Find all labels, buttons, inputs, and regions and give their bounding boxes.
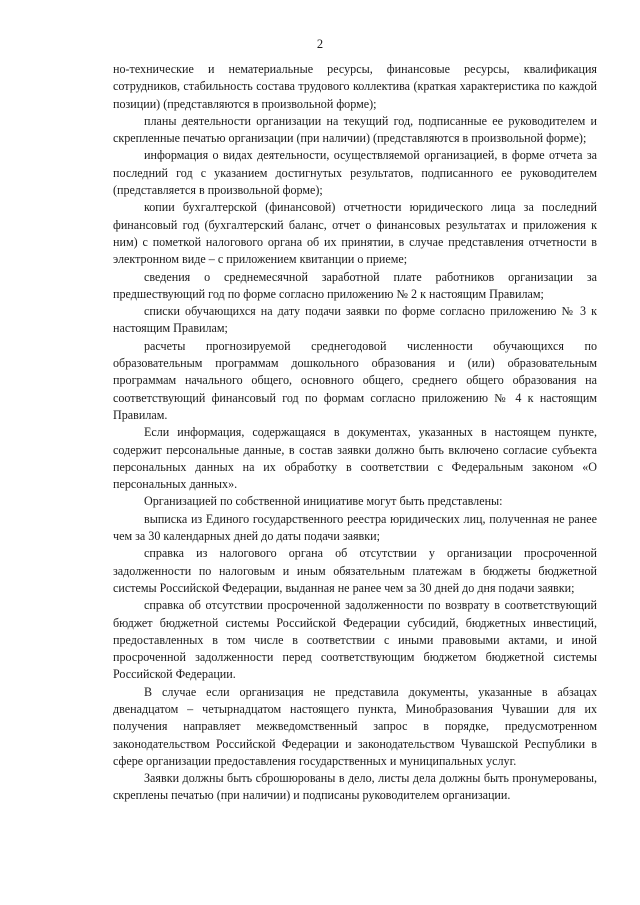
paragraph-enrollment-forecast: расчеты прогнозируемой среднегодовой численности обучающихся по образовательным программам дошкольного образования и (или) образовательным программам начального общего, основного общего, среднего общего образования на соответствующий финансовый год по формам согласно приложению № 4 к настоящим Правилам. bbox=[113, 338, 597, 422]
paragraph-activity-info: информация о видах деятельности, осуществляемой организацией, в форме отчета за последний год с указанием достигнутых результатов, подписанного ее руководителем (представляется в произвольной форме); bbox=[113, 148, 597, 198]
paragraph-personal-data-consent: Если информация, содержащаяся в документах, указанных в настоящем пункте, содержит персональные данные, в состав заявки должно быть включено согласие субъекта персональных данных на их обработку в соответствии с Федеральным законом «О персональных данных». bbox=[113, 425, 597, 492]
paragraph-accounting-reports: копии бухгалтерской (финансовой) отчетности юридического лица за последний финансовый год (бухгалтерский баланс, отчет о финансовых результатах и приложения к ним) с пометкой налогового органа об их принятии, в случае представления отчетности в электронном виде – с приложением квитанции о приеме; bbox=[113, 200, 597, 267]
page-number: 2 bbox=[316, 37, 324, 51]
paragraph-tax-certificate: справка из налогового органа об отсутствии у организации просроченной задолженности по налоговым и иным обязательным платежам в бюджеты бюджетной системы Российской Федерации, выданная не ранее чем за 30 дней до дня подачи заявки; bbox=[113, 546, 597, 595]
paragraph-egrul-extract: выписка из Единого государственного реестра юридических лиц, полученная не ранее чем за 30 календарных дней до даты подачи заявки; bbox=[113, 511, 597, 544]
document-body bbox=[113, 61, 597, 805]
paragraph-binding-requirements: Заявки должны быть сброшюрованы в дело, листы дела должны быть пронумерованы, скреплены печатью (при наличии) и подписаны руководителем организации. bbox=[113, 771, 597, 803]
paragraph-salary-info: сведения о среднемесячной заработной плате работников организации за предшествующий год по форме согласно приложению № 2 к настоящим Правилам; bbox=[113, 269, 597, 301]
paragraph-interagency-request: В случае если организация не представила документы, указанные в абзацах двенадцатом – четырнадцатом настоящего пункта, Минобразования Чувашии для их получения направляет межведомственный запрос в порядке, предусмотренном законодательством Российской Федерации и законодательством Чувашской Республики в сфере организации предоставления государственных и муниципальных услуг. bbox=[113, 684, 597, 768]
paragraph-activity-plans: планы деятельности организации на текущий год, подписанные ее руководителем и скрепленные печатью организации (при наличии) (представляются в произвольной форме); bbox=[113, 113, 597, 146]
paragraph-optional-docs-intro: Организацией по собственной инициативе могут быть представлены: bbox=[144, 494, 503, 509]
paragraph-debt-certificate: справка об отсутствии просроченной задолженности по возврату в соответствующий бюджет бюджетной системы Российской Федерации субсидий, бюджетных инвестиций, предоставленных в том числе в соответствии с иными правовыми актами, и иной просроченной задолженности перед соответствующим бюджетом бюджетной системы Российской Федерации. bbox=[113, 598, 597, 682]
paragraph-student-lists: списки обучающихся на дату подачи заявки по форме согласно приложению № 3 к настоящим Правилам; bbox=[113, 304, 597, 336]
paragraph-resources-continuation: но-технические и нематериальные ресурсы, финансовые ресурсы, квалификация сотрудников, стабильность состава трудового коллектива (краткая характеристика по каждой позиции) (представляются в произвольной форме); bbox=[113, 62, 597, 111]
